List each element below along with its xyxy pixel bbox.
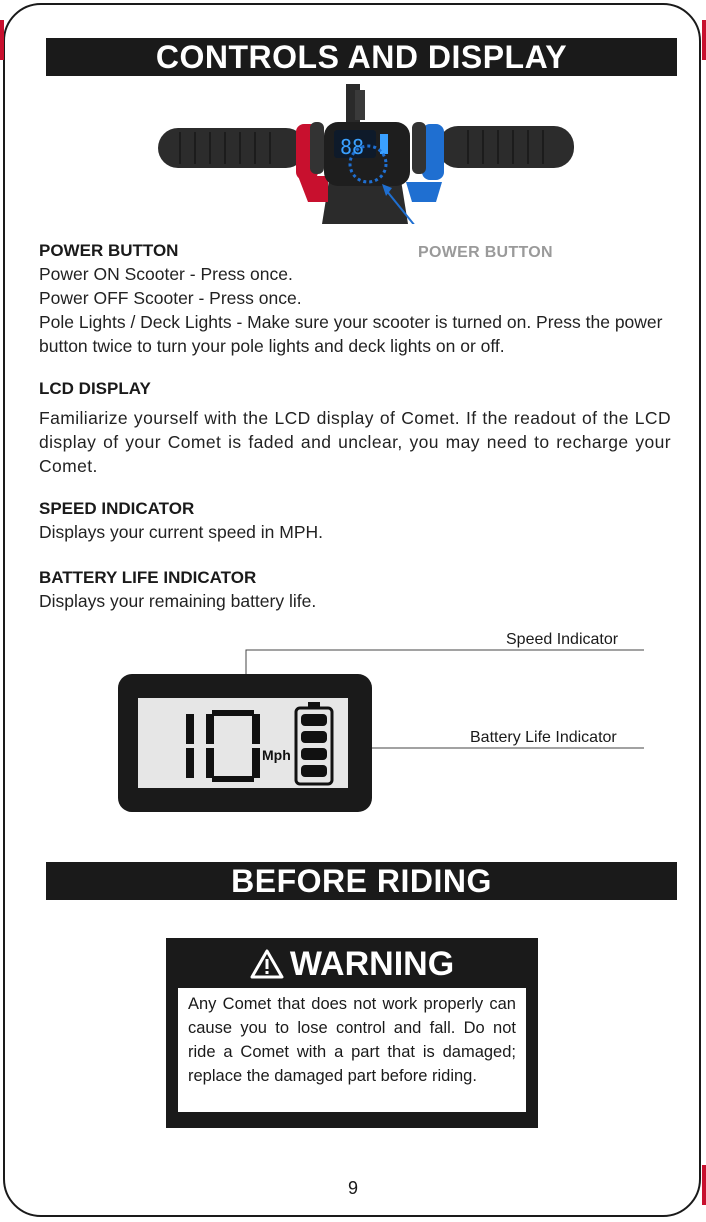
power-line: Power OFF Scooter - Press once.	[39, 288, 302, 308]
battery-bar	[301, 765, 327, 777]
page-number: 9	[347, 1178, 358, 1198]
lcd-text: Familiarize yourself with the LCD display of Comet. If the readout of the LCD display of your Comet is faded and unclear, you may need to recharge your Comet.	[39, 408, 671, 476]
power-section	[39, 240, 671, 358]
battery-indicator-label: Battery Life Indicator	[470, 729, 617, 746]
warning-text: Any Comet that does not work properly can cause you to lose control and fall. Do not ride a Comet with a part that is damaged; replace the damaged part before riding.	[188, 995, 516, 1085]
edge-mark-left-top	[0, 20, 4, 60]
edge-mark-right-top	[702, 20, 706, 60]
battery-bar	[301, 714, 327, 726]
warning-heading	[166, 942, 538, 986]
warning-body	[178, 988, 526, 1112]
speed-text: Displays your current speed in MPH.	[39, 522, 323, 542]
speed-section	[39, 498, 671, 544]
power-title: POWER BUTTON	[39, 241, 179, 260]
speed-title: SPEED INDICATOR	[39, 499, 195, 518]
lcd-section	[39, 378, 671, 478]
lcd-title: LCD DISPLAY	[39, 379, 151, 398]
power-line: Power ON Scooter - Press once.	[39, 264, 293, 284]
page-title: CONTROLS AND DISPLAY	[46, 38, 677, 76]
speed-indicator-label: Speed Indicator	[506, 631, 619, 648]
warning-box	[166, 938, 538, 1128]
warning-title: WARNING	[289, 945, 455, 983]
lcd-diagram	[0, 620, 706, 820]
battery-title: BATTERY LIFE INDICATOR	[39, 568, 257, 587]
battery-section	[39, 567, 671, 613]
speed-unit: Mph	[262, 747, 291, 763]
battery-bar	[301, 731, 327, 743]
before-riding-title: BEFORE RIDING	[46, 862, 677, 900]
warning-triangle-icon	[250, 949, 284, 979]
battery-bar	[301, 748, 327, 760]
svg-text:88: 88	[340, 135, 365, 159]
handlebar-photo	[150, 84, 590, 224]
power-button-callout: POWER BUTTON	[418, 244, 553, 261]
power-line: Pole Lights / Deck Lights - Make sure your scooter is turned on. Press the power button twice to turn your pole lights and deck lights on or off.	[39, 312, 663, 356]
battery-text: Displays your remaining battery life.	[39, 591, 317, 611]
